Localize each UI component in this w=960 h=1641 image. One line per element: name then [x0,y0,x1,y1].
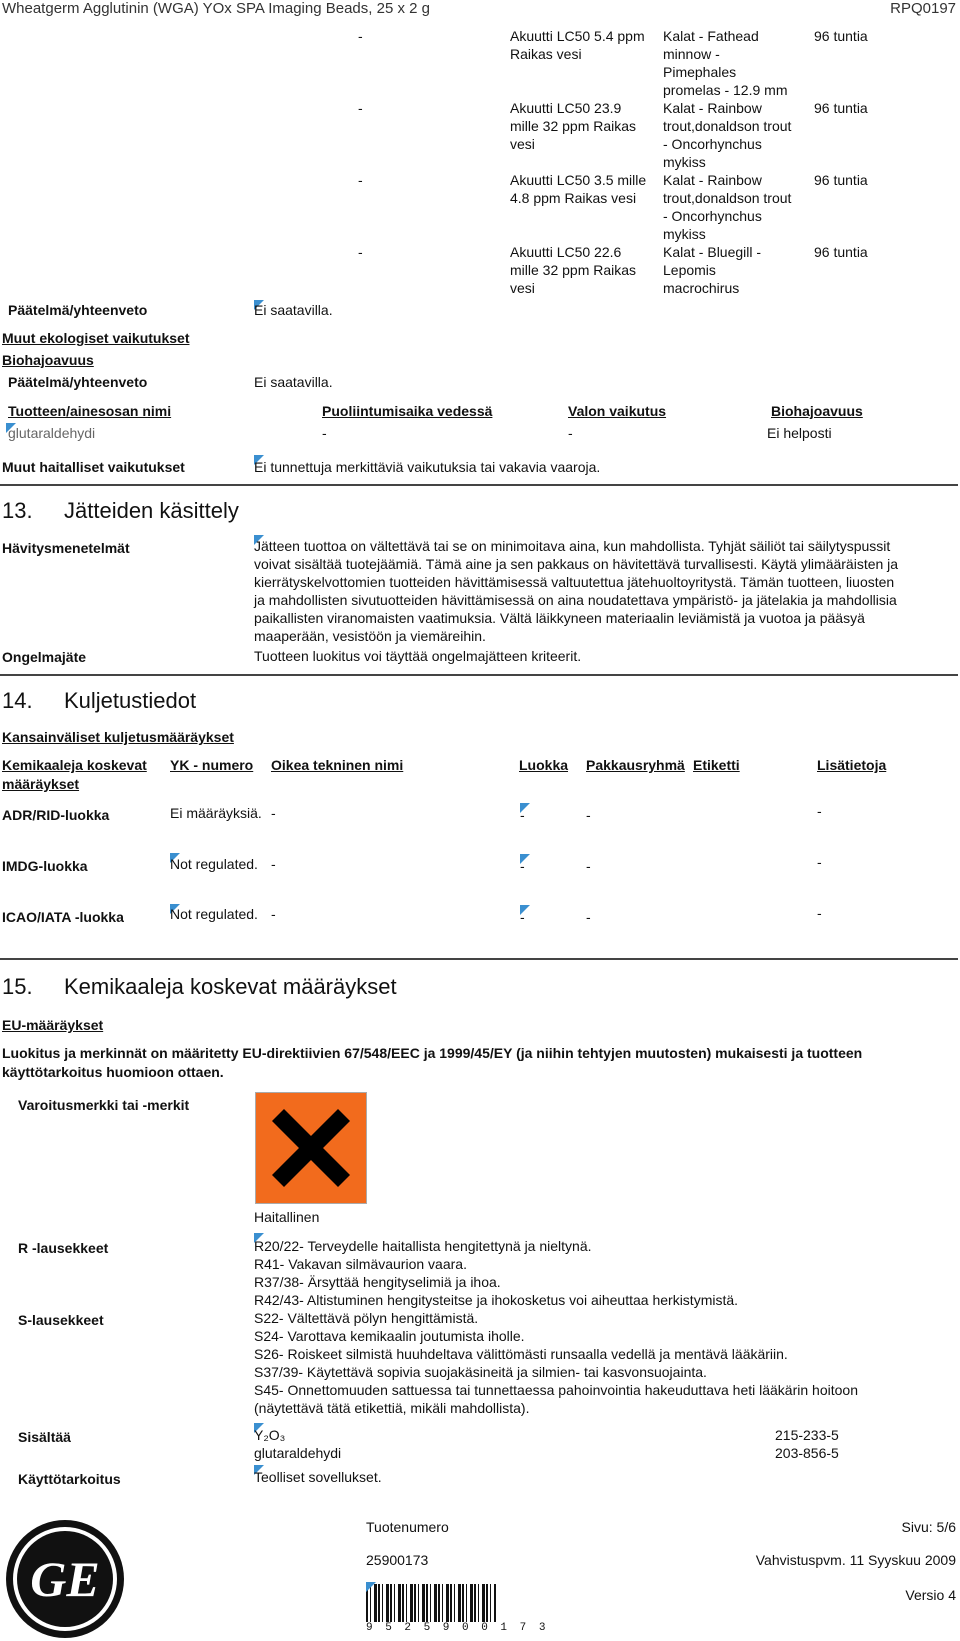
species-text: Pimephales [663,64,737,80]
barcode-digits: 9 5 2 5 9 0 0 1 7 3 [366,1622,549,1634]
col-label: Etiketti [693,757,740,773]
table-cell-name: glutaraldehydi [8,425,96,441]
transport-pg: - [586,909,591,925]
transport-row-label: ADR/RID-luokka [2,807,110,823]
product-number: 25900173 [366,1552,429,1568]
exposure-time: 96 tuntia [814,100,868,116]
transport-pg: - [586,858,591,874]
species-text: Kalat - Bluegill - [663,244,762,260]
transport-info: - [817,854,822,870]
contains-label: Sisältää [18,1429,71,1445]
exposure-time: 96 tuntia [814,244,868,260]
endpoint-text: Akuutti LC50 5.4 ppm [510,28,645,44]
barcode-icon [366,1584,496,1622]
transport-name: - [271,906,276,922]
species-text: minnow - [663,46,720,62]
conclusion-label: Päätelmä/yhteenveto [8,374,148,390]
table-row-dash: - [358,244,363,260]
contains-ec: 215-233-5 [775,1427,839,1443]
s-phrases-label: S-lausekkeet [18,1312,104,1328]
contains-name: Y₂O₃ [254,1427,286,1443]
species-text: - Oncorhynchus [663,136,762,152]
endpoint-text: Akuutti LC50 23.9 [510,100,622,116]
species-text: trout,donaldson trout [663,190,792,206]
table-header-halflife: Puoliintumisaika vedessä [322,403,493,419]
intro-text: Luokitus ja merkinnät on määritetty EU-direktiivien 67/548/EEC ja 1999/45/EY (ja niihin tehtyjen muutosten) mukaisesti ja tuotteen [2,1045,863,1061]
col-shipping-name: Oikea tekninen nimi [271,757,404,773]
document-title: Wheatgerm Agglutinin (WGA) YOx SPA Imaging Beads, 25 x 2 g [2,0,430,17]
table-header-biodeg: Biohajoavuus [771,403,863,419]
table-cell-biodeg: Ei helposti [767,425,832,441]
transport-pg: - [586,807,591,823]
logo-text: GE [30,1551,100,1607]
table-row-dash: - [358,28,363,44]
transport-row-label: IMDG-luokka [2,858,88,874]
col-packing-group: Pakkausryhmä [586,757,685,773]
validation-date: Vahvistuspvm. 11 Syyskuu 2009 [755,1552,956,1568]
section-divider [0,958,958,960]
r-phrase: R41- Vakavan silmävaurion vaara. [254,1256,467,1272]
other-harmful-label: Muut haitalliset vaikutukset [2,459,185,475]
eu-regulations-heading: EU-määräykset [2,1017,104,1033]
hazard-symbol-caption: Haitallinen [254,1209,320,1225]
transport-row-label: ICAO/IATA -luokka [2,909,124,925]
other-harmful-value: Ei tunnettuja merkittäviä vaikutuksia tai vakavia vaaroja. [254,459,601,475]
intro-text: käyttötarkoitus huomioon ottaen. [2,1064,224,1080]
col-regulation: määräykset [2,776,80,792]
endpoint-text: Akuutti LC50 22.6 [510,244,622,260]
contains-ec: 203-856-5 [775,1445,839,1461]
section-divider [0,484,958,486]
transport-class: - [520,858,525,874]
intended-use-value: Teolliset sovellukset. [254,1469,382,1485]
table-cell-photolysis: - [568,425,573,441]
text-line: maaperään, vesistöön ja viemäreihin. [254,628,486,644]
transport-un: Not regulated. [170,906,258,922]
r-phrase: R37/38- Ärsyttää hengityselimiä ja ihoa. [254,1274,501,1290]
col-class: Luokka [519,757,569,773]
s-phrase: S37/39- Käytettävä sopivia suojakäsineitä ja silmien- tai kasvonsuojainta. [254,1364,707,1380]
table-row-dash: - [358,172,363,188]
conclusion-value: Ei saatavilla. [254,302,333,318]
endpoint-text: vesi [510,136,535,152]
section-number: 15. [2,974,33,999]
text-line: voivat sisältää tuotejäämiä. Tämä aine ja sen pakkaus on hävitettävä turvallisesti. Käytä ylimääräisten ja [254,556,899,572]
endpoint-text: mille 32 ppm Raikas [510,118,637,134]
species-text: Kalat - Fathead [663,28,759,44]
disposal-label: Hävitysmenetelmät [2,540,130,556]
section-title: Kemikaaleja koskevat määräykset [64,974,397,999]
conclusion-value: Ei saatavilla. [254,374,333,390]
col-additional-info: Lisätietoja [817,757,887,773]
r-phrase: R20/22- Terveydelle haitallista hengitettynä ja nieltynä. [254,1238,592,1254]
exposure-time: 96 tuntia [814,28,868,44]
intended-use-label: Käyttötarkoitus [18,1471,121,1487]
document-code: RPQ0197 [890,0,956,17]
species-text: Lepomis [663,262,716,278]
species-text: mykiss [663,226,706,242]
r-phrase: R42/43- Altistuminen hengitysteitse ja ihokosketus voi aiheuttaa herkistymistä. [254,1292,739,1308]
exposure-time: 96 tuntia [814,172,868,188]
col-regulation: Kemikaaleja koskevat [2,757,147,773]
endpoint-text: mille 32 ppm Raikas [510,262,637,278]
table-header-name: Tuotteen/ainesosan nimi [8,403,172,419]
section-number: 14. [2,688,33,713]
text-line: Jätteen tuottoa on vältettävä tai se on minimoitava aina, kun mahdollista. Tyhjät säiliöt tai säilytyspussit [254,538,891,554]
biodegradability-heading: Biohajoavuus [2,352,94,368]
col-un-number: YK - numero [170,757,254,773]
endpoint-text: Raikas vesi [510,46,582,62]
transport-class: - [520,807,525,823]
transport-info: - [817,905,822,921]
species-text: - Oncorhynchus [663,208,762,224]
species-text: promelas - 12.9 mm [663,82,788,98]
endpoint-text: Akuutti LC50 3.5 mille [510,172,647,188]
s-phrase: S26- Roiskeet silmistä huuhdeltava välittömästi runsaalla vedellä ja mentävä lääkäriin. [254,1346,788,1362]
page-number: Sivu: 5/6 [901,1519,956,1535]
ge-logo-icon [4,1518,126,1640]
hazardous-waste-value: Tuotteen luokitus voi täyttää ongelmajätteen kriteerit. [254,648,582,664]
table-row-dash: - [358,100,363,116]
transport-un: Not regulated. [170,856,258,872]
transport-un: Ei määräyksiä. [170,805,262,821]
table-header-photolysis: Valon vaikutus [568,403,667,419]
species-text: mykiss [663,154,706,170]
section-divider [0,674,958,676]
r-phrases-label: R -lausekkeet [18,1240,109,1256]
other-eco-heading: Muut ekologiset vaikutukset [2,330,190,346]
species-text: Kalat - Rainbow [663,100,762,116]
s-phrase: (näytettävä tätä etikettiä, mikäli mahdollista). [254,1400,530,1416]
product-number-label: Tuotenumero [366,1519,449,1535]
endpoint-text: vesi [510,280,535,296]
transport-name: - [271,805,276,821]
hazardous-waste-label: Ongelmajäte [2,649,87,665]
section-title: Kuljetustiedot [64,688,197,713]
species-text: macrochirus [663,280,740,296]
s-phrase: S24- Varottava kemikaalin joutumista iholle. [254,1328,525,1344]
section-title: Jätteiden käsittely [64,498,239,523]
transport-class: - [520,909,525,925]
version: Versio 4 [905,1587,956,1603]
harmful-x-icon [255,1092,367,1204]
species-text: trout,donaldson trout [663,118,792,134]
text-line: paikallisten viranomaisten vaatimuksia. Vältä läikkyneen materiaalin leviämistä ja vuotoa ja pääsyä [254,610,865,626]
contains-name: glutaraldehydi [254,1445,342,1461]
transport-info: - [817,803,822,819]
species-text: Kalat - Rainbow [663,172,762,188]
endpoint-text: 4.8 ppm Raikas vesi [510,190,637,206]
section-number: 13. [2,498,33,523]
s-phrase: S45- Onnettomuuden sattuessa tai tunnettaessa pahoinvointia hakeuduttava heti lääkärin hoitoon [254,1382,858,1398]
table-cell-halflife: - [322,425,327,441]
text-line: kierrätyskelvottomien tuotteiden hävittämisessä valtuutettua jätehuoltoyritystä. Tämän tuotteen, liuosten [254,574,895,590]
transport-name: - [271,856,276,872]
conclusion-label: Päätelmä/yhteenveto [8,302,148,318]
hazard-symbol-label: Varoitusmerkki tai -merkit [18,1097,190,1113]
transport-subtitle: Kansainväliset kuljetusmääräykset [2,729,234,745]
text-line: ja mahdollisten sivutuotteiden hävittämisessä on aina noudatettava ympäristö- ja jätelakia ja mahdollisia [254,592,897,608]
s-phrase: S22- Vältettävä pölyn hengittämistä. [254,1310,479,1326]
